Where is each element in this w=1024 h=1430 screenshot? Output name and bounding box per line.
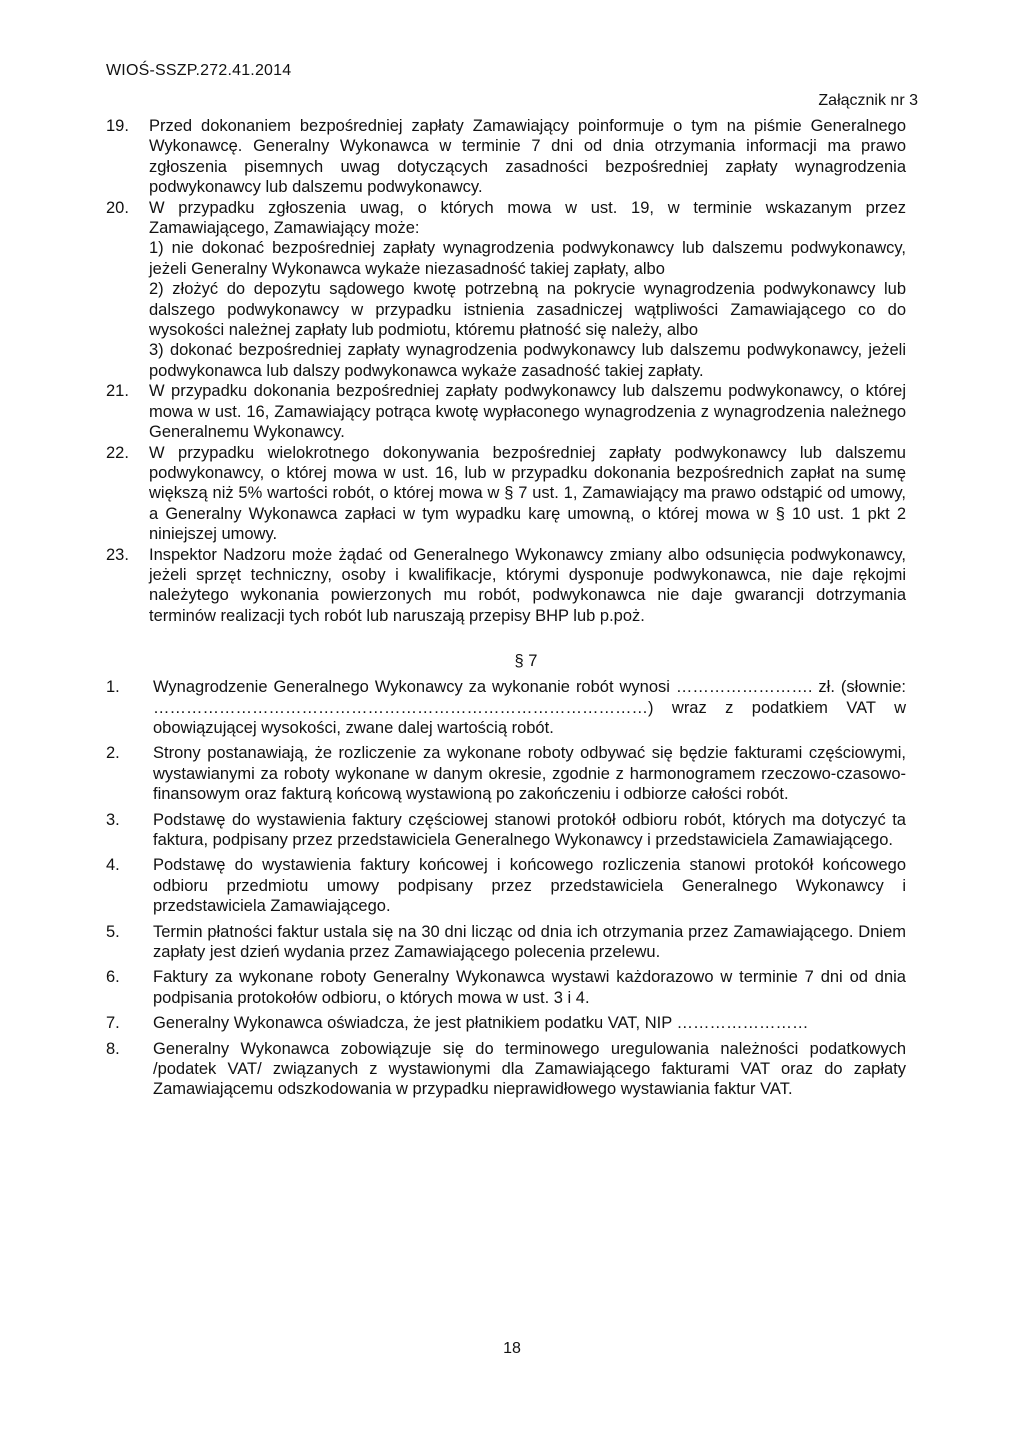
section7-item-6	[106, 967, 906, 1008]
clause-text: W przypadku wielokrotnego dokonywania bezpośredniej zapłaty podwykonawcy lub dalszemu podwykonawcy, o której mowa w ust. 16, lub w przypadku dokonania bezpośrednich zapłat na sumę większą niż 5% wartości robót, o której mowa w § 7 ust. 1, Zamawiający ma prawo odstąpić od umowy, a Generalny Wykonawca zapłaci w tym wypadku karę umowną, o której mowa w § 10 ust. 1 pkt 2 niniejszej umowy.	[149, 443, 906, 544]
section7-item-5	[106, 922, 906, 963]
item-text: Generalny Wykonawca oświadcza, że jest płatnikiem podatku VAT, NIP ……………………	[153, 1014, 809, 1033]
clause-20	[106, 198, 906, 382]
item-number: 8.	[106, 1039, 120, 1058]
clause-number: 21.	[106, 382, 129, 401]
clause-number: 20.	[106, 198, 129, 217]
section7-item-3	[106, 810, 906, 851]
item-text: Termin płatności faktur ustala się na 30 dni licząc od dnia ich otrzymania przez Zamawiającego. Dniem zapłaty jest dzień wydania przez Zamawiającego polecenia przelewu.	[153, 922, 906, 962]
clause-text: Przed dokonaniem bezpośredniej zapłaty Zamawiający poinformuje o tym na piśmie Generalnego Wykonawcę. Generalny Wykonawca w terminie 7 dni od dnia otrzymania informacji ma prawo zgłoszenia pisemnych uwag dotyczących zasadności bezpośredniej zapłaty wynagrodzenia podwykonawcy lub dalszemu podwykonawcy.	[149, 117, 906, 197]
sub-point-3: 3) dokonać bezpośredniej zapłaty wynagrodzenia podwykonawcy lub dalszemu podwykonawcy, jeżeli podwykonawca lub dalszy podwykonawca wykaże zasadność takiej zapłaty.	[149, 341, 906, 380]
item-number: 6.	[106, 968, 120, 987]
item-text: Podstawę do wystawienia faktury końcowej i końcowego rozliczenia stanowi protokół końcowego odbioru przedmiotu umowy podpisany przez przedstawiciela Generalnego Wykonawcy i przedstawiciela Zamawiającego.	[153, 856, 906, 916]
clause-number: 23.	[106, 545, 129, 564]
section7-item-7	[106, 1013, 906, 1033]
section7-item-2	[106, 743, 906, 804]
item-number: 4.	[106, 856, 120, 875]
clause-text: W przypadku dokonania bezpośredniej zapłaty podwykonawcy lub dalszemu podwykonawcy, o której mowa w ust. 16, Zamawiający potrąca kwotę wypłaconego wynagrodzenia z wynagrodzenia należnego Generalnemu Wykonawcy.	[149, 382, 906, 442]
page-number: 18	[503, 1340, 521, 1357]
document-body	[106, 116, 906, 1100]
sub-point-2: 2) złożyć do depozytu sądowego kwotę potrzebną na pokrycie wynagrodzenia podwykonawcy lub dalszego podwykonawcy w przypadku istnienia zasadniczej wątpliwości Zamawiającego co do wysokości należnej zapłaty lub podmiotu, któremu płatność się należy, albo	[149, 280, 906, 340]
clause-text: W przypadku zgłoszenia uwag, o których mowa w ust. 19, w terminie wskazanym przez Zamawiającego, Zamawiający może:	[149, 198, 906, 238]
clause-19	[106, 116, 906, 198]
section-heading: § 7	[514, 652, 538, 671]
section7-item-4	[106, 855, 906, 916]
sub-point-1: 1) nie dokonać bezpośredniej zapłaty wynagrodzenia podwykonawcy lub dalszemu podwykonawcy, jeżeli Generalny Wykonawca wykaże niezasadność takiej zapłaty, albo	[149, 239, 906, 278]
clause-number: 22.	[106, 443, 129, 462]
annex-label: Załącznik nr 3	[818, 92, 918, 109]
item-number: 1.	[106, 678, 120, 697]
item-text: Wynagrodzenie Generalnego Wykonawcy za wykonanie robót wynosi ……………………. zł. (słownie: ………………………………………………………………………………) wraz z podatkiem VAT w obowiązującej wysokości, zwane dalej wartością robót.	[153, 678, 906, 737]
item-number: 7.	[106, 1014, 120, 1033]
section7-item-8	[106, 1039, 906, 1100]
clause-22	[106, 443, 906, 545]
item-text: Faktury za wykonane roboty Generalny Wykonawca wystawi każdorazowo w terminie 7 dni od dnia podpisania protokołów odbioru, o których mowa w ust. 3 i 4.	[153, 968, 906, 1007]
item-number: 5.	[106, 922, 120, 941]
item-number: 2.	[106, 744, 120, 763]
item-text: Generalny Wykonawca zobowiązuje się do terminowego uregulowania należności podatkowych /podatek VAT/ związanych z wystawionymi dla Zamawiającego fakturami VAT oraz do zapłaty Zamawiającemu odszkodowania w przypadku nieprawidłowego wystawiania faktur VAT.	[153, 1039, 906, 1099]
item-text: Strony postanawiają, że rozliczenie za wykonane roboty odbywać się będzie fakturami częściowymi, wystawianymi za roboty wykonane w danym okresie, zgodnie z harmonogramem rzeczowo-czasowo-finansowym oraz fakturą końcową wystawioną po zakończeniu i odbiorze całości robót.	[153, 744, 906, 804]
clause-number: 19.	[106, 117, 129, 135]
document-reference-number: WIOŚ-SSZP.272.41.2014	[106, 62, 292, 79]
clause-text: Inspektor Nadzoru może żądać od Generalnego Wykonawcy zmiany albo odsunięcia podwykonawcy, jeżeli sprzęt techniczny, osoby i kwalifikacje, którymi dysponuje podwykonawca, nie daje rękojmi należytego wykonania powierzonych mu robót, podwykonawca nie daje gwarancji dotrzymania terminów realizacji tych robót lub naruszają przepisy BHP lub p.poż.	[149, 545, 906, 625]
item-number: 3.	[106, 810, 120, 829]
clause-21	[106, 381, 906, 442]
clause-23	[106, 545, 906, 627]
section7-item-1	[106, 677, 906, 738]
item-text: Podstawę do wystawienia faktury częściowej stanowi protokół odbioru robót, których ma dotyczyć ta faktura, podpisany przez przedstawiciela Generalnego Wykonawcy i przedstawiciela Zamawiającego.	[153, 810, 906, 849]
